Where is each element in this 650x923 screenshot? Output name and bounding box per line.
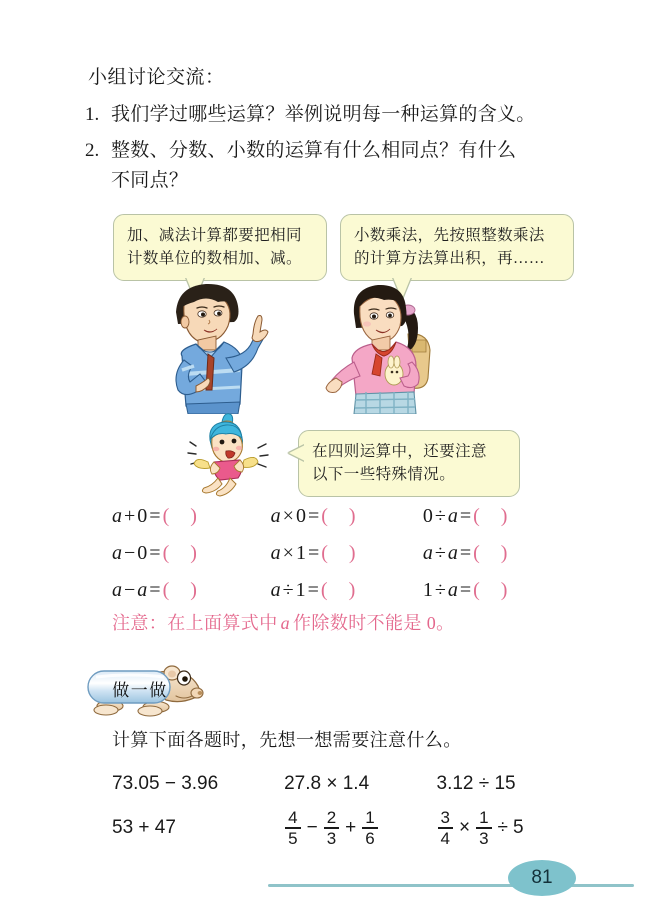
- girl-student-illustration: [322, 278, 448, 414]
- operator: +: [345, 816, 357, 838]
- page-title: 小组讨论交流：: [88, 67, 225, 88]
- bubble-line: 的计算方法算出积，再……: [354, 250, 545, 267]
- equation-operand: 0: [137, 505, 148, 527]
- equation-cell: [423, 505, 552, 528]
- equation-cell: [423, 542, 552, 565]
- exercise-row: [112, 806, 562, 850]
- equation-operand: a: [447, 542, 458, 564]
- fairy-child-illustration: [182, 412, 294, 498]
- equation-operand: a: [422, 542, 433, 564]
- fraction: [324, 809, 339, 846]
- equation-operator: ×: [282, 542, 294, 564]
- equals-sign: =: [459, 505, 472, 527]
- equation-cell: [271, 542, 423, 565]
- operator: ×: [458, 816, 471, 838]
- equation-operand: a: [447, 505, 458, 527]
- equals-sign: =: [459, 542, 472, 564]
- equation-row: [112, 572, 552, 609]
- fraction: [285, 809, 300, 846]
- answer-blank[interactable]: ( ): [321, 505, 357, 527]
- fraction-numerator: 4: [288, 808, 298, 828]
- equation-cell: [112, 542, 271, 565]
- equation-operator: −: [124, 579, 136, 601]
- equation-operand: a: [112, 579, 122, 601]
- equation-cell: [423, 579, 552, 602]
- practice-instruction: 计算下面各题时，先想一想需要注意什么。: [112, 730, 462, 750]
- bubble-line: 小数乘法，先按照整数乘法: [354, 227, 545, 244]
- equation-operand: a: [447, 579, 458, 601]
- answer-blank[interactable]: ( ): [473, 505, 509, 527]
- equals-sign: =: [459, 579, 472, 601]
- equation-operator: ÷: [434, 505, 446, 527]
- equation-cell: [112, 579, 271, 602]
- fraction-denominator: 5: [288, 828, 298, 848]
- operator: −: [306, 816, 318, 838]
- equals-sign: =: [307, 505, 320, 527]
- exercise-item-fraction: [437, 809, 563, 846]
- equation-operand: 1: [295, 579, 306, 601]
- discussion-question-list: [85, 100, 585, 202]
- equals-sign: =: [149, 505, 161, 527]
- question-line: 不同点？: [111, 170, 189, 191]
- equation-row: [112, 498, 552, 535]
- answer-blank[interactable]: ( ): [473, 579, 509, 601]
- question-line: 整数、分数、小数的运算有什么相同点？有什么: [111, 140, 517, 161]
- bubble-line: 以下一些特殊情况。: [312, 466, 456, 483]
- equation-operand: 0: [422, 505, 433, 527]
- exercise-item-fraction: [284, 809, 436, 846]
- bubble-line: 加、减法计算都要把相同: [127, 227, 302, 244]
- question-text: [111, 100, 585, 130]
- fraction-denominator: 3: [326, 828, 337, 848]
- footer-divider: [268, 884, 634, 887]
- exercise-item: 27.8 × 1.4: [284, 773, 370, 794]
- equation-row: [112, 535, 552, 572]
- fraction-denominator: 6: [365, 828, 375, 848]
- fraction-denominator: 3: [479, 828, 489, 848]
- equation-operator: +: [124, 505, 136, 527]
- note-suffix: 作除数时不能是 0。: [293, 613, 455, 633]
- answer-blank[interactable]: ( ): [162, 579, 198, 601]
- equation-operand: 0: [137, 542, 148, 564]
- equation-operand: a: [112, 542, 122, 564]
- fraction: [362, 809, 377, 846]
- fraction-numerator: 3: [440, 808, 450, 828]
- question-number: 2.: [85, 140, 100, 161]
- boy-student-illustration: [148, 278, 274, 414]
- caution-note: [112, 609, 455, 635]
- question-number: 1.: [85, 104, 100, 125]
- answer-blank[interactable]: ( ): [321, 542, 357, 564]
- exercise-item: 73.05 − 3.96: [112, 773, 219, 794]
- equation-cell: [271, 505, 423, 528]
- exercise-item: 53 + 47: [112, 817, 176, 838]
- whole-number: 5: [512, 816, 524, 838]
- fraction-denominator: 4: [440, 828, 450, 848]
- equations-grid: [112, 498, 552, 609]
- question-text: [111, 136, 585, 196]
- equation-operator: ÷: [282, 579, 294, 601]
- equals-sign: =: [307, 542, 320, 564]
- exercise-grid: [112, 762, 562, 850]
- fraction-numerator: 1: [479, 808, 489, 828]
- practice-badge: [84, 662, 209, 720]
- answer-blank[interactable]: ( ): [162, 505, 198, 527]
- equation-operand: a: [270, 542, 281, 564]
- bubble-line: 计数单位的数相加、减。: [127, 250, 302, 267]
- equation-operand: a: [112, 505, 122, 527]
- note-variable: a: [280, 613, 291, 633]
- equation-operand: 1: [422, 579, 433, 601]
- practice-badge-label: 做一做: [112, 681, 168, 700]
- answer-blank[interactable]: ( ): [320, 579, 357, 601]
- speech-bubble-decimal-multiply: [340, 214, 574, 281]
- equals-sign: =: [149, 579, 161, 601]
- equation-operand: 1: [295, 542, 306, 564]
- question-line: 我们学过哪些运算？举例说明每一种运算的含义。: [111, 104, 536, 125]
- equation-operand: a: [270, 505, 281, 527]
- equation-operator: −: [124, 542, 136, 564]
- equation-cell: [271, 579, 423, 602]
- list-item: [85, 136, 585, 196]
- fraction-numerator: 1: [365, 808, 375, 828]
- equation-operand: 0: [295, 505, 306, 527]
- page-number: 81: [531, 867, 553, 888]
- speech-bubble-add-subtract: [113, 214, 327, 281]
- bubble-line: 在四则运算中，还要注意: [312, 443, 487, 460]
- fraction: [438, 809, 453, 846]
- equation-operand: a: [137, 579, 148, 601]
- equation-operator: ÷: [434, 542, 446, 564]
- equation-cell: [112, 505, 271, 528]
- equals-sign: =: [307, 579, 319, 601]
- equation-operator: ÷: [434, 579, 446, 601]
- exercise-row: [112, 762, 562, 806]
- answer-blank[interactable]: ( ): [162, 542, 198, 564]
- equals-sign: =: [149, 542, 161, 564]
- answer-blank[interactable]: ( ): [473, 542, 509, 564]
- equation-operator: ×: [282, 505, 294, 527]
- fraction: [476, 809, 491, 846]
- note-prefix: 注意：在上面算式中: [112, 613, 278, 633]
- speech-bubble-special-cases: [298, 430, 520, 497]
- list-item: [85, 100, 585, 130]
- operator: ÷: [497, 816, 508, 838]
- fraction-numerator: 2: [326, 808, 337, 828]
- equation-operand: a: [270, 579, 281, 601]
- exercise-item: 3.12 ÷ 15: [436, 773, 516, 794]
